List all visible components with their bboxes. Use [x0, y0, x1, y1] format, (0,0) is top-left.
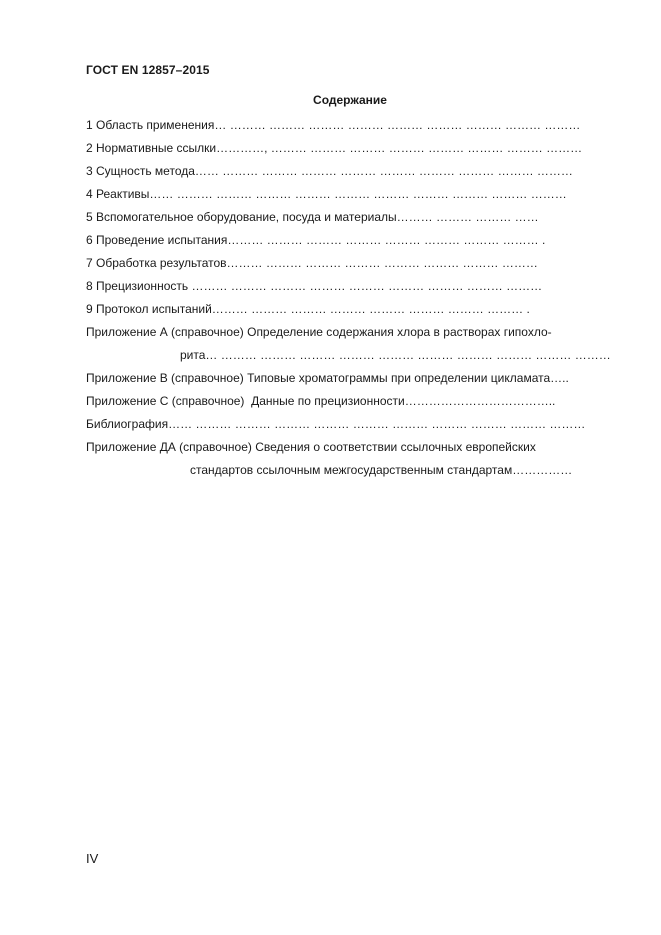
toc-entry-annex-da: Приложение ДА (справочное) Сведения о соответствии ссылочных европейских [86, 440, 536, 454]
toc-entry-reagents: 4 Реактивы…… ……… ……… ……… ……… ……… ……… ……… ……… ……… ……… [86, 187, 567, 201]
toc-entry-apparatus: 5 Вспомогательное оборудование, посуда и материалы……… ……… ……… …… [86, 210, 539, 224]
toc-entry-results: 7 Обработка результатов……… ……… ……… ……… ……… ……… ……… ……… [86, 256, 538, 270]
toc-entry-normative-references: 2 Нормативные ссылки…………, ……… ……… ……… ……… ……… ……… ……… ……… [86, 141, 583, 155]
toc-entry-bibliography: Библиография…… ……… ……… ……… ……… ……… ……… ……… ……… ……… ……… [86, 417, 586, 431]
toc-entry-annex-a-continued: рита… ……… ……… ……… ……… ……… ……… ……… ……… ……… ……… [180, 348, 611, 362]
toc-entry-annex-c: Приложение C (справочное) Данные по прецизионности……………………………….. [86, 394, 556, 408]
toc-entry-annex-a: Приложение А (справочное) Определение содержания хлора в растворах гипохло- [86, 325, 552, 339]
toc-entry-annex-da-continued: стандартов ссылочным межгосударственным стандартам…………… [190, 463, 573, 477]
toc-title: Содержание [313, 93, 387, 107]
standard-code: ГОСТ EN 12857–2015 [86, 63, 210, 77]
toc-entry-precision: 8 Прецизионность ……… ……… ……… ……… ……… ……… ……… ……… ……… [86, 279, 543, 293]
toc-entry-principle: 3 Сущность метода…… ……… ……… ……… ……… ……… ……… ……… ……… ……… [86, 164, 573, 178]
toc-entry-procedure: 6 Проведение испытания……… ……… ……… ……… ……… ……… ……… ……… . [86, 233, 546, 247]
toc-entry-annex-b: Приложение B (справочное) Типовые хроматограммы при определении цикламата….. [86, 371, 569, 385]
toc-entry-test-report: 9 Протокол испытаний……… ……… ……… ……… ……… ……… ……… ……… . [86, 302, 530, 316]
page-number: IV [86, 851, 99, 866]
toc-entry-scope: 1 Область применения… ……… ……… ……… ……… ……… ……… ……… ……… ……… [86, 118, 581, 132]
